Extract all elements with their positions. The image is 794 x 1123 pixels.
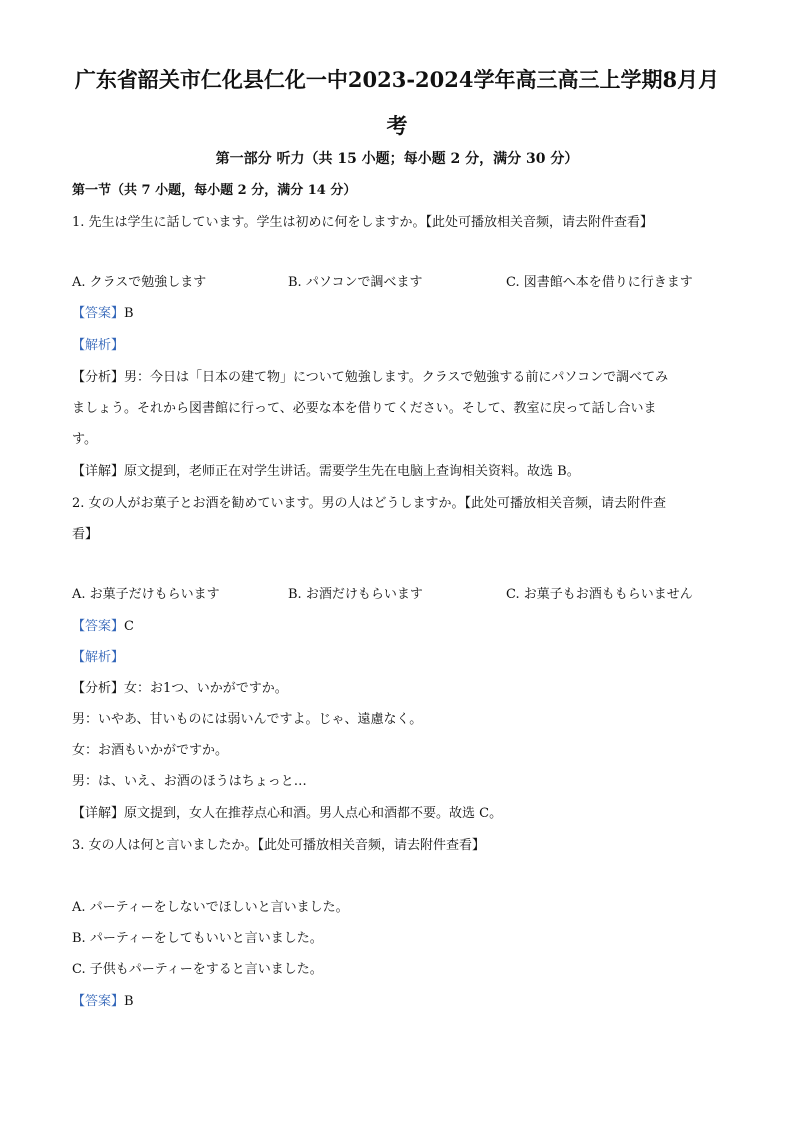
question-1-detail [72,462,732,482]
question-3-answer [72,992,732,1012]
question-1-analysis-line2: ましょう。それから図書館に行って、必要な本を借りてください。そして、教室に戻って話し合いま [72,401,657,416]
question-2-stem-line2: 看】 [72,527,99,542]
answer-label: 【答案】 [72,994,125,1009]
analysis-text: 女：お1つ、いかがですか。 [124,681,288,696]
answer-value: C [124,619,134,634]
detail-text: 原文提到，女人在推荐点心和酒。男人点心和酒都不要。故选 C。 [124,806,503,821]
answer-value: B [124,994,134,1009]
answer-value: B [124,306,134,321]
question-2-dialogue-3: 男：は、いえ、お酒のほうはちょっと… [72,774,307,789]
question-1-analysis [72,368,732,388]
question-3-option-a: A. パーティーをしないでほしいと言いました。 [72,900,349,915]
question-2-option-c: C. お菓子もお酒ももらいません [506,587,693,602]
question-2-option-a: A. お菓子だけもらいます [72,587,220,602]
question-2-stem-line1: 2. 女の人がお菓子とお酒を勧めています。男の人はどうしますか。【此处可播放相关音频，请去附件查 [72,496,666,511]
question-1-option-a: A. クラスで勉強します [72,275,207,290]
question-1-stem: 1. 先生は学生に話しています。学生は初めに何をしますか。【此处可播放相关音频，请去附件查看】 [72,215,653,230]
question-2-dialogue-2: 女：お酒もいかがですか。 [72,743,229,758]
detail-label: 【详解】 [72,806,125,821]
analysis-label: 【分析】 [72,681,125,696]
question-3-stem: 3. 女の人は何と言いましたか。【此处可播放相关音频，请去附件查看】 [72,838,486,853]
question-2-detail [72,804,732,824]
question-2-dialogue-1: 男：いやあ、甘いものには弱いんですよ。じゃ、遠慮なく。 [72,712,423,727]
question-3-option-b: B. パーティーをしてもいいと言いました。 [72,931,323,946]
question-1-option-b: B. パソコンで調べます [288,275,423,290]
document-title-line2: 考 [386,113,408,138]
analysis-text: 男：今日は「日本の建て物」について勉強します。クラスで勉強する前にパソコンで調べてみ [124,370,669,385]
question-1-explanation-label: 【解析】 [72,338,125,353]
analysis-label: 【分析】 [72,370,125,385]
question-2-explanation-label: 【解析】 [72,650,125,665]
question-1-option-c: C. 図書館へ本を借りに行きます [506,275,693,290]
answer-label: 【答案】 [72,306,125,321]
question-3-option-c: C. 子供もパーティーをすると言いました。 [72,962,323,977]
section-title: 第一部分 听力（共 15 小题；每小题 2 分，满分 30 分） [215,151,579,167]
answer-label: 【答案】 [72,619,125,634]
detail-text: 原文提到，老师正在对学生讲话。需要学生先在电脑上查询相关资料。故选 B。 [124,464,580,479]
document-title-line1: 广东省韶关市仁化县仁化一中2023-2024学年高三高三上学期8月月 [74,67,720,92]
question-2-answer [72,617,732,637]
question-1-analysis-line3: す。 [72,432,97,447]
detail-label: 【详解】 [72,464,125,479]
question-2-analysis [72,679,732,699]
subsection-title: 第一节（共 7 小题，每小题 2 分，满分 14 分） [72,183,357,198]
question-2-option-b: B. お酒だけもらいます [288,587,423,602]
question-1-answer [72,304,732,324]
